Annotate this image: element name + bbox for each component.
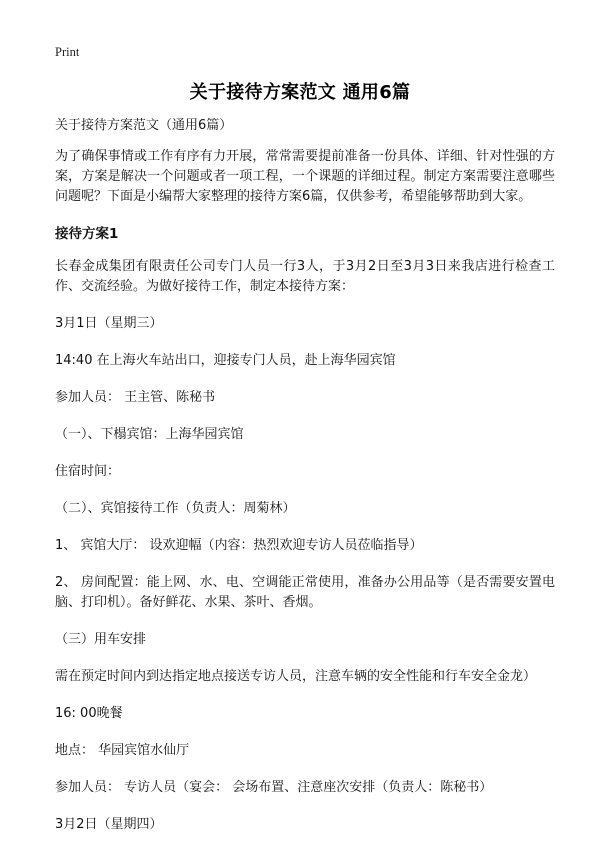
body-paragraph: 地点： 华园宾馆水仙厅 [55,743,190,758]
body-paragraph: 3月2日（星期四） [55,817,163,832]
body-paragraph: 16: 00晚餐 [55,706,123,721]
body-paragraph: 参加人员： 王主管、陈秘书 [55,390,216,405]
body-paragraph: （二）、宾馆接待工作（负责人：周菊林） [55,501,296,516]
body-paragraph: 14:40 在上海火车站出口，迎接专门人员，赴上海华园宾馆 [55,353,396,368]
body-paragraph: （三）用车安排 [55,632,147,647]
section-heading: 接待方案1 [55,226,119,242]
body-paragraph: 3月1日（星期三） [55,316,163,331]
body-paragraph: 需在预定时间内到达指定地点接送专访人员，注意车辆的安全性能和行车安全金龙） [55,669,537,684]
print-label: Print [55,45,80,59]
document-subtitle: 关于接待方案范文（通用6篇） [55,118,233,133]
body-paragraph: 2、 房间配置：能上网、水、电、空调能正常使用，准备办公用品等（是否需要安置电脑、打印机）。备好鲜花、水果、茶叶、香烟。 [55,575,555,610]
body-paragraph: 长春金成集团有限责任公司专门人员一行3人，于3月2日至3月3日来我店进行检查工作、交流经验。为做好接待工作，制定本接待方案： [55,259,555,294]
body-paragraph: 参加人员： 专访人员（宴会： 会场布置、注意座次安排（负责人：陈秘书） [55,780,493,795]
document-body [55,116,555,852]
body-paragraph: 住宿时间： [55,464,121,479]
intro-paragraph: 为了确保事情或工作有序有力开展，常常需要提前准备一份具体、详细、针对性强的方案，方案是解决一个问题或者一项工程，一个课题的详细过程。制定方案需要注意哪些问题呢？下面是小编帮大家整理的接待方案6篇，仅供参考，希望能够帮助到大家。 [55,149,555,204]
document-title: 关于接待方案范文 通用6篇 [189,82,411,103]
body-paragraph: 1、 宾馆大厅： 设欢迎幅（内容：热烈欢迎专访人员莅临指导） [55,538,423,553]
body-paragraph: （一）、下榻宾馆：上海华园宾馆 [55,427,244,442]
